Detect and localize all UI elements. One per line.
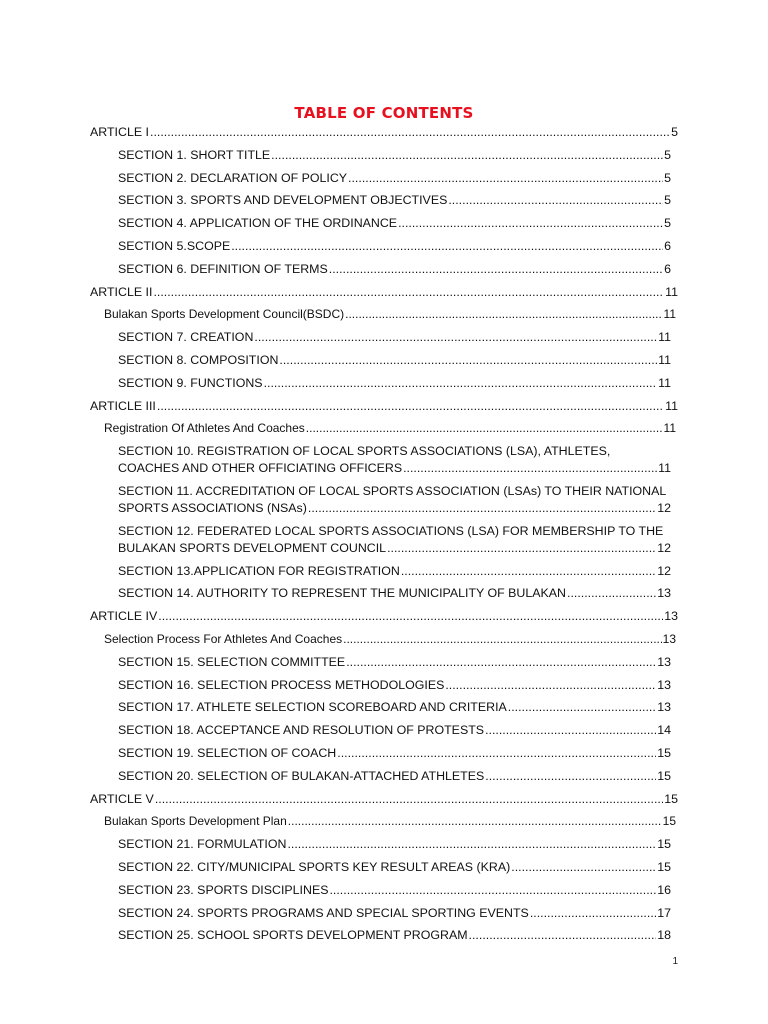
toc-entry-page-number: 12 bbox=[657, 563, 671, 578]
toc-entry-label: SECTION 9. FUNCTIONS bbox=[118, 375, 263, 390]
toc-entry-label: Bulakan Sports Development Council(BSDC) bbox=[104, 307, 345, 322]
toc-subheading-entry[interactable] bbox=[104, 813, 676, 830]
dot-leader bbox=[346, 654, 656, 671]
toc-entry-page-number: 5 bbox=[671, 125, 678, 139]
dot-leader bbox=[153, 284, 664, 301]
toc-entry-page-number: 15 bbox=[664, 791, 678, 806]
toc-entry-label: SECTION 14. AUTHORITY TO REPRESENT THE MUNICIPALITY OF BULAKAN bbox=[118, 586, 567, 601]
toc-section-entry[interactable] bbox=[118, 859, 671, 876]
toc-section-entry[interactable] bbox=[118, 722, 671, 739]
toc-section-entry[interactable] bbox=[118, 238, 671, 255]
dot-leader bbox=[306, 420, 663, 437]
dot-leader bbox=[158, 608, 663, 625]
dot-leader bbox=[511, 859, 656, 876]
dot-leader bbox=[348, 170, 663, 187]
toc-entry-label: ARTICLE III bbox=[90, 398, 156, 413]
dot-leader bbox=[567, 585, 656, 602]
dot-leader bbox=[398, 215, 663, 232]
toc-entry-page-number: 12 bbox=[657, 540, 671, 555]
dot-leader bbox=[155, 791, 663, 808]
toc-article-entry[interactable] bbox=[90, 398, 678, 415]
dot-leader bbox=[469, 927, 657, 944]
toc-entry-page-number: 12 bbox=[657, 501, 671, 515]
toc-article-entry[interactable] bbox=[90, 284, 678, 301]
toc-section-entry[interactable] bbox=[118, 261, 671, 278]
toc-entry-label: SECTION 18. ACCEPTANCE AND RESOLUTION OF PROTESTS bbox=[118, 723, 485, 738]
toc-entry-label: COACHES AND OTHER OFFICIATING OFFICERS bbox=[118, 461, 403, 476]
toc-entry-page-number: 11 bbox=[658, 353, 671, 367]
toc-entry-page-number: 18 bbox=[657, 928, 671, 943]
dot-leader bbox=[345, 306, 662, 323]
toc-entry-page-number: 15 bbox=[662, 814, 676, 829]
toc-entry-page-number: 11 bbox=[663, 307, 676, 322]
toc-section-entry[interactable] bbox=[118, 745, 671, 762]
toc-entry-label: SECTION 15. SELECTION COMMITTEE bbox=[118, 654, 346, 669]
toc-entry-line2 bbox=[118, 460, 671, 477]
toc-section-entry[interactable] bbox=[118, 585, 671, 602]
dot-leader bbox=[308, 500, 656, 517]
dot-leader bbox=[329, 261, 663, 278]
toc-entry-label-line1: SECTION 10. REGISTRATION OF LOCAL SPORTS ASSOCIATIONS (LSA), ATHLETES, bbox=[118, 444, 611, 459]
toc-subheading-entry[interactable] bbox=[104, 306, 676, 323]
dot-leader bbox=[530, 905, 656, 922]
toc-section-entry[interactable] bbox=[118, 192, 671, 209]
toc-entry-label: SECTION 24. SPORTS PROGRAMS AND SPECIAL SPORTING EVENTS bbox=[118, 905, 529, 920]
toc-entry-label-line1: SECTION 11. ACCREDITATION OF LOCAL SPORTS ASSOCIATION (LSAs) TO THEIR NATIONAL bbox=[118, 484, 667, 498]
dot-leader bbox=[329, 882, 656, 899]
toc-section-entry[interactable] bbox=[118, 215, 671, 232]
toc-entry-page-number: 5 bbox=[664, 170, 671, 185]
dot-leader bbox=[403, 460, 657, 477]
dot-leader bbox=[343, 631, 662, 648]
toc-entry-page-number: 13 bbox=[657, 700, 671, 715]
toc-subheading-entry[interactable] bbox=[104, 631, 676, 648]
dot-leader bbox=[401, 563, 656, 580]
toc-entry-label: SECTION 21. FORMULATION bbox=[118, 837, 287, 852]
toc-entry-page-number: 13 bbox=[657, 586, 671, 601]
toc-subheading-entry[interactable] bbox=[104, 420, 676, 437]
toc-entry-label: BULAKAN SPORTS DEVELOPMENT COUNCIL bbox=[118, 540, 387, 555]
toc-section-entry[interactable] bbox=[118, 677, 671, 694]
toc-entry-page-number: 6 bbox=[664, 261, 671, 276]
dot-leader bbox=[337, 745, 656, 762]
page-number: 1 bbox=[672, 956, 678, 967]
toc-entry-page-number: 11 bbox=[665, 284, 678, 299]
toc-entry-page-number: 5 bbox=[664, 147, 671, 162]
toc-section-entry[interactable] bbox=[118, 375, 671, 392]
toc-entry-page-number: 13 bbox=[657, 654, 671, 669]
toc-entry-page-number: 13 bbox=[662, 632, 676, 646]
dot-leader bbox=[287, 836, 656, 853]
toc-entry-page-number: 13 bbox=[657, 677, 671, 692]
dot-leader bbox=[254, 329, 657, 346]
toc-entry-line2 bbox=[118, 500, 671, 517]
toc-entry-label: Bulakan Sports Development Plan bbox=[104, 814, 287, 829]
dot-leader bbox=[271, 147, 663, 164]
toc-entry-label: SECTION 17. ATHLETE SELECTION SCOREBOARD AND CRITERIA bbox=[118, 700, 507, 715]
toc-entry-page-number: 17 bbox=[657, 905, 671, 920]
toc-entry-label: ARTICLE I bbox=[90, 125, 149, 139]
dot-leader bbox=[448, 192, 663, 209]
toc-section-entry[interactable] bbox=[118, 483, 671, 517]
toc-section-entry[interactable] bbox=[118, 699, 671, 716]
toc-entry-label: Selection Process For Athletes And Coaches bbox=[104, 632, 343, 646]
toc-section-entry[interactable] bbox=[118, 654, 671, 671]
toc-entry-label: SPORTS ASSOCIATIONS (NSAs) bbox=[118, 501, 307, 515]
dot-leader bbox=[445, 677, 656, 694]
toc-entry-page-number: 16 bbox=[657, 882, 671, 897]
toc-entry-label: ARTICLE IV bbox=[90, 609, 158, 624]
dot-leader bbox=[231, 238, 663, 255]
toc-section-entry[interactable] bbox=[118, 523, 671, 557]
toc-section-entry[interactable] bbox=[118, 768, 671, 785]
toc-entry-page-number: 11 bbox=[658, 461, 671, 476]
dot-leader bbox=[150, 124, 670, 141]
toc-entry-page-number: 5 bbox=[664, 216, 671, 231]
toc-entry-label: SECTION 19. SELECTION OF COACH bbox=[118, 746, 337, 760]
toc-article-entry[interactable] bbox=[90, 124, 678, 141]
toc-entry-page-number: 15 bbox=[657, 746, 671, 760]
toc-entry-label: SECTION 23. SPORTS DISCIPLINES bbox=[118, 882, 329, 897]
toc-entry-line2 bbox=[118, 540, 671, 557]
toc-section-entry[interactable] bbox=[118, 147, 671, 164]
toc-section-entry[interactable] bbox=[118, 352, 671, 369]
toc-entry-label: SECTION 3. SPORTS AND DEVELOPMENT OBJECTIVES bbox=[118, 193, 448, 208]
toc-entry-label: SECTION 25. SCHOOL SPORTS DEVELOPMENT PROGRAM bbox=[118, 928, 468, 943]
toc-entry-page-number: 11 bbox=[658, 330, 671, 345]
toc-section-entry[interactable] bbox=[118, 170, 671, 187]
toc-entry-label: SECTION 1. SHORT TITLE bbox=[118, 147, 271, 162]
toc-entry-label: SECTION 22. CITY/MUNICIPAL SPORTS KEY RESULT AREAS (KRA) bbox=[118, 860, 511, 874]
toc-entry-page-number: 5 bbox=[664, 193, 671, 208]
toc-entry-label: ARTICLE II bbox=[90, 284, 153, 299]
toc-section-entry[interactable] bbox=[118, 563, 671, 580]
toc-entry-label: SECTION 16. SELECTION PROCESS METHODOLOGIES bbox=[118, 677, 445, 692]
toc-entry-page-number: 15 bbox=[657, 768, 671, 783]
toc-entry-page-number: 6 bbox=[664, 239, 671, 253]
dot-leader bbox=[387, 540, 656, 557]
dot-leader bbox=[279, 352, 657, 369]
toc-entry-label-line1: SECTION 12. FEDERATED LOCAL SPORTS ASSOCIATIONS (LSA) FOR MEMBERSHIP TO THE bbox=[118, 523, 664, 538]
toc-entry-label: SECTION 13.APPLICATION FOR REGISTRATION bbox=[118, 563, 400, 578]
toc-section-entry[interactable] bbox=[118, 329, 671, 346]
toc-section-entry[interactable] bbox=[118, 905, 671, 922]
dot-leader bbox=[157, 398, 664, 415]
toc-entry-page-number: 13 bbox=[664, 609, 678, 624]
toc-entry-label: SECTION 20. SELECTION OF BULAKAN-ATTACHED ATHLETES bbox=[118, 768, 485, 783]
toc-entry-page-number: 11 bbox=[665, 398, 678, 413]
toc-entry-page-number: 14 bbox=[657, 723, 671, 738]
dot-leader bbox=[485, 768, 656, 785]
toc-entry-page-number: 11 bbox=[658, 375, 671, 390]
dot-leader bbox=[264, 375, 658, 392]
dot-leader bbox=[485, 722, 656, 739]
toc-entry-label: SECTION 7. CREATION bbox=[118, 330, 254, 345]
toc-section-entry[interactable] bbox=[118, 443, 671, 477]
dot-leader bbox=[508, 699, 656, 716]
dot-leader bbox=[288, 813, 662, 830]
toc-section-entry[interactable] bbox=[118, 836, 671, 853]
toc-entry-label: ARTICLE V bbox=[90, 791, 154, 806]
toc-section-entry[interactable] bbox=[118, 882, 671, 899]
toc-article-entry[interactable] bbox=[90, 608, 678, 625]
toc-entry-page-number: 15 bbox=[657, 837, 671, 852]
toc-section-entry[interactable] bbox=[118, 927, 671, 944]
toc-entry-label: SECTION 5.SCOPE bbox=[118, 239, 231, 253]
toc-entry-page-number: 15 bbox=[657, 860, 671, 874]
toc-entry-label: SECTION 6. DEFINITION OF TERMS bbox=[118, 261, 328, 276]
page-title: TABLE OF CONTENTS bbox=[294, 104, 474, 122]
toc-entry-label: Registration Of Athletes And Coaches bbox=[104, 421, 305, 436]
toc-entry-label: SECTION 4. APPLICATION OF THE ORDINANCE bbox=[118, 216, 398, 231]
toc-entry-label: SECTION 8. COMPOSITION bbox=[118, 353, 279, 367]
toc-entry-label: SECTION 2. DECLARATION OF POLICY bbox=[118, 170, 348, 185]
toc-entry-page-number: 11 bbox=[663, 421, 676, 436]
toc-article-entry[interactable] bbox=[90, 791, 678, 808]
